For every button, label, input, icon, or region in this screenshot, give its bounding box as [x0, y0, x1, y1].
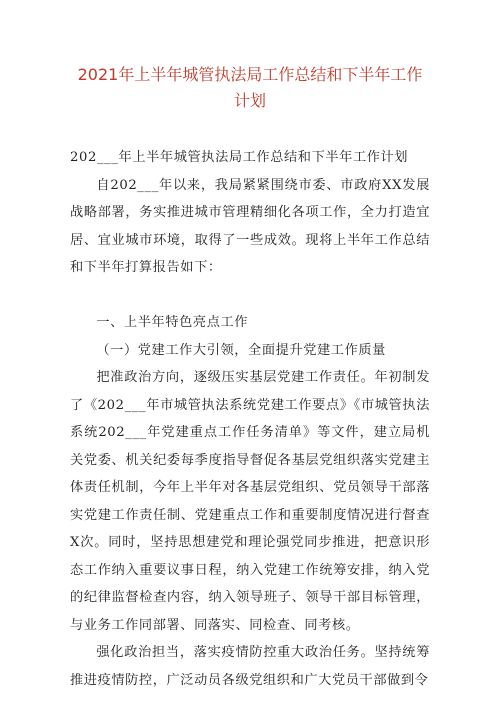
paragraph-spacer [70, 282, 430, 310]
intro-paragraph: 自202___年以来，我局紧紧围绕市委、市政府XX发展战略部署，务实推进城市管理精细化各项工作，全力打造宜居、宜业城市环境，取得了一些成效。现将上半年工作总结和下半年打算报告如下： [70, 177, 430, 275]
subsection-heading: （一）党建工作大引领，全面提升党建工作质量 [96, 342, 386, 358]
body-paragraph-epidemic-control: 强化政治担当，落实疫情防控重大政治任务。坚持统筹推进疫情防控，广泛动员各级党组织和广大党员干部做到令 [70, 645, 430, 688]
subtitle-line: 202___年上半年城管执法局工作总结和下半年工作计划 [70, 150, 409, 165]
document-body [70, 144, 430, 694]
document-title: 2021年上半年城管执法局工作总结和下半年工作计划 [77, 65, 423, 110]
body-paragraph-party-building: 把准政治方向，逐级压实基层党建工作责任。年初制发了《202___年市城管执法系统党建工作要点》《市城管执法系统202___年党建重点工作任务清单》等文件，建立局机关党委、机关纪委每季度指导督促各基层党组织落实党建主体责任机制，今年上半年对各基层党组织、党员领导干部落实党建工作责任制、党建重点工作和重要制度情况进行督查X次。同时，坚持思想建党和理论强党同步推进，把意识形态工作纳入重要议事日程，纳入党建工作统筹安排，纳入党的纪律监督检查内容，纳入领导班子、领导干部目标管理，与业务工作同部署、同落实、同检查、同考核。 [70, 370, 430, 633]
section-heading: 一、上半年特色亮点工作 [96, 315, 249, 330]
